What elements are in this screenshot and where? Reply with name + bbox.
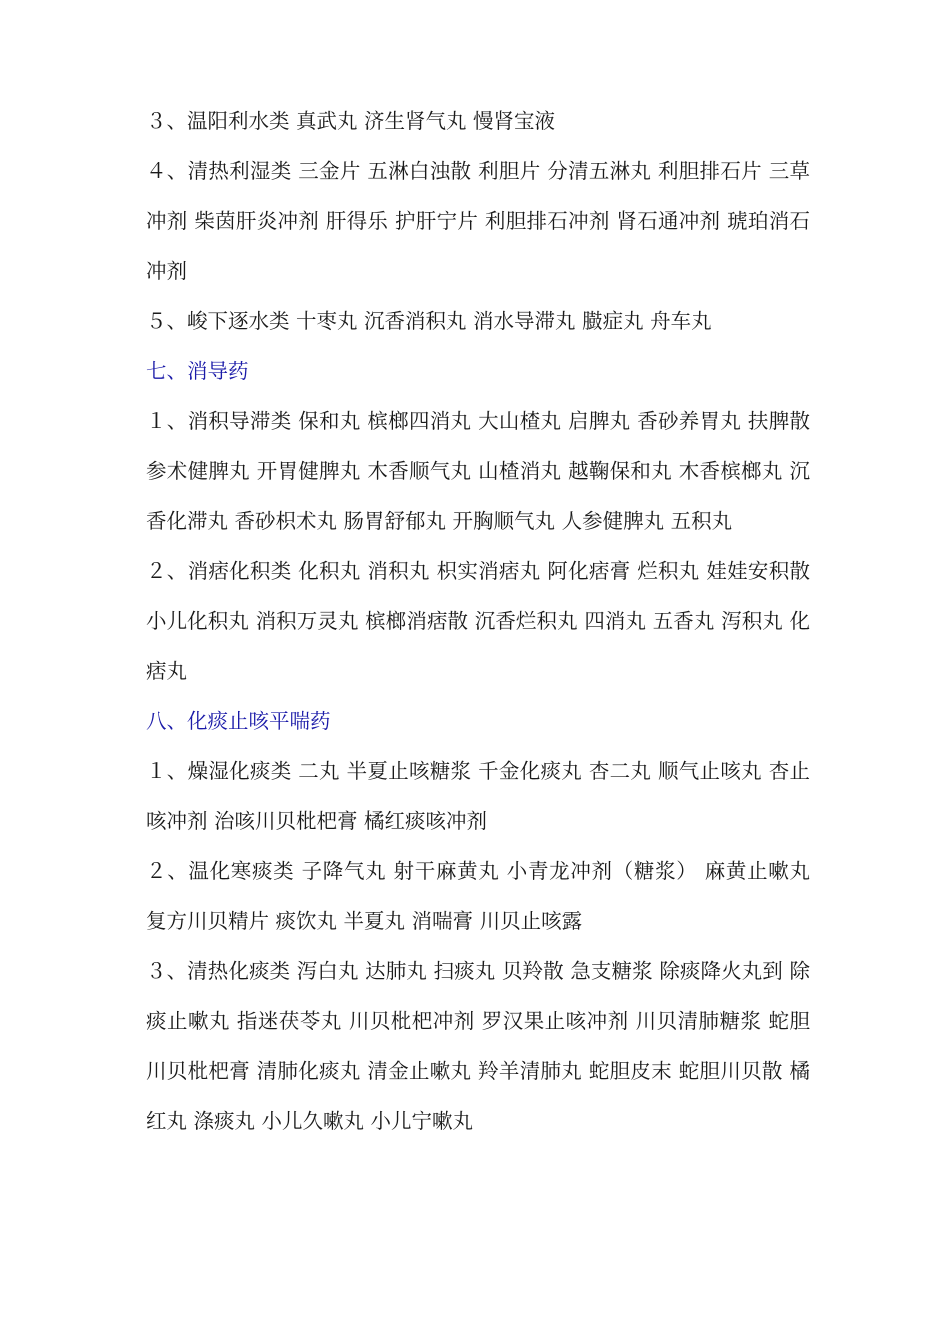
paragraph-eliminate-stagnation: １、消积导滞类 保和丸 槟榔四消丸 大山楂丸 启脾丸 香砂养胃丸 扶脾散 参术健脾丸 开胃健脾丸 木香顺气丸 山楂消丸 越鞠保和丸 木香槟榔丸 沉香化滞丸 香砂枳术丸 肠胃舒郁丸 开胸顺气丸 人参健脾丸 五积丸 (146, 409, 810, 533)
paragraph-warm-cold-phlegm: ２、温化寒痰类 子降气丸 射干麻黄丸 小青龙冲剂（糖浆） 麻黄止嗽丸 复方川贝精片 痰饮丸 半夏丸 消喘膏 川贝止咳露 (146, 859, 810, 933)
paragraph-dry-damp-phlegm: １、燥湿化痰类 二丸 半夏止咳糖浆 千金化痰丸 杏二丸 顺气止咳丸 杏止咳冲剂 治咳川贝枇杷膏 橘红痰咳冲剂 (146, 759, 810, 833)
paragraph-clear-heat-phlegm: ３、清热化痰类 泻白丸 达肺丸 扫痰丸 贝羚散 急支糖浆 除痰降火丸到 除痰止嗽丸 指迷茯苓丸 川贝枇杷冲剂 罗汉果止咳冲剂 川贝清肺糖浆 蛇胆川贝枇杷膏 清肺化痰丸 清金止嗽丸 羚羊清肺丸 蛇胆皮末 蛇胆川贝散 橘红丸 涤痰丸 小儿久嗽丸 小儿宁嗽丸 (146, 959, 810, 1133)
paragraph-resolve-masses: ２、消痞化积类 化积丸 消积丸 枳实消痞丸 阿化痞膏 烂积丸 娃娃安积散 小儿化积丸 消积万灵丸 槟榔消痞散 沉香烂积丸 四消丸 五香丸 泻积丸 化痞丸 (146, 559, 810, 683)
paragraph-clear-heat-damp: ４、清热利湿类 三金片 五淋白浊散 利胆片 分清五淋丸 利胆排石片 三草冲剂 柴茵肝炎冲剂 肝得乐 护肝宁片 利胆排石冲剂 肾石通冲剂 琥珀消石冲剂 (146, 159, 810, 283)
paragraph-warm-yang-diuretic: ３、温阳利水类 真武丸 济生肾气丸 慢肾宝液 (146, 109, 556, 133)
paragraph-drastic-purgative: ５、峻下逐水类 十枣丸 沉香消积丸 消水导滞丸 臌症丸 舟车丸 (146, 309, 712, 333)
section-heading-digestive: 七、消导药 (146, 359, 249, 383)
document-body (146, 96, 810, 1146)
section-heading-phlegm-cough: 八、化痰止咳平喘药 (146, 709, 331, 733)
